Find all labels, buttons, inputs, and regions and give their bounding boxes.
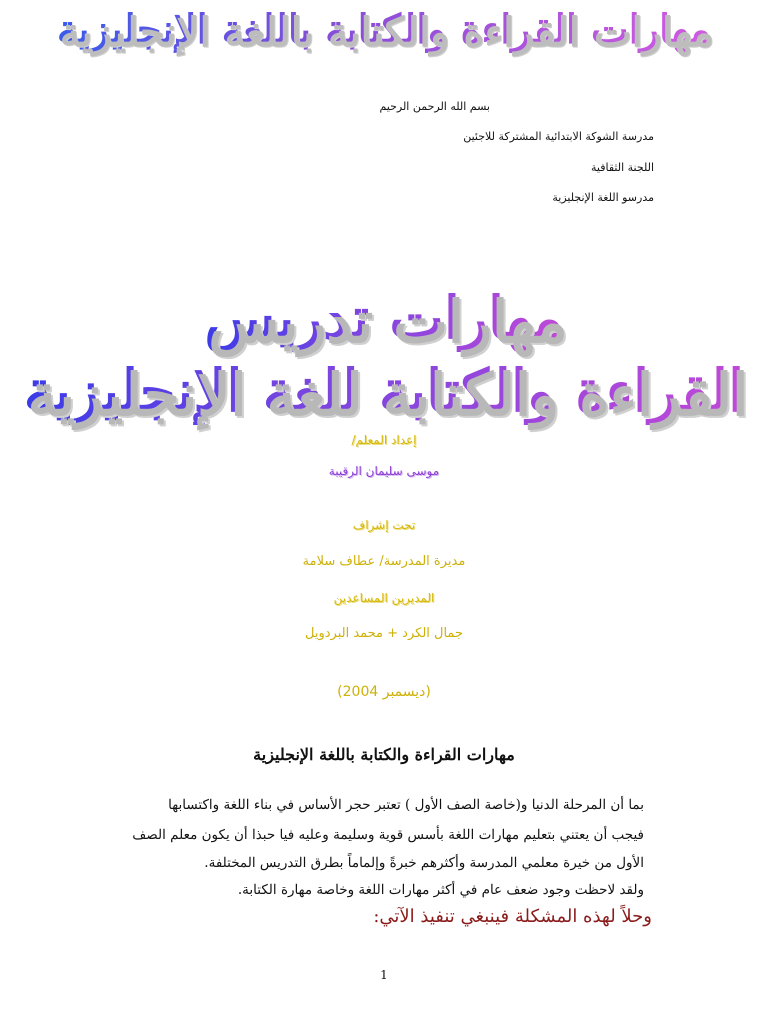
paragraph-line: ولقد لاحظت وجود ضعف عام في أكثر مهارات اللغة وخاصة مهارة الكتابة. [237, 882, 644, 898]
solution-line: وحلاً لهذه المشكلة فينبغي تنفيذ الآتي: [373, 906, 652, 927]
basmala: بسم الله الرحمن الرحيم [379, 100, 490, 113]
main-title-line1: مهارات تدريس [204, 284, 564, 352]
supervision-label: تحت إشراف [352, 518, 416, 532]
prepared-by-label: إعداد المعلم/ [351, 433, 417, 447]
committee-name: اللجنة الثقافية [591, 161, 654, 174]
assistants-names: جمال الكرد + محمد البردويل [305, 626, 463, 641]
intro-paragraph [114, 790, 644, 904]
principal-name: مديرة المدرسة/ عطاف سلامة [302, 554, 466, 569]
teachers-label: مدرسو اللغة الإنجليزية [552, 191, 654, 204]
prepared-by-name: موسى سليمان الرقيبة [328, 464, 440, 478]
section-heading: مهارات القراءة والكتابة باللغة الإنجليزية [253, 745, 515, 764]
page-number: 1 [380, 968, 388, 982]
document-date: (ديسمبر 2004) [337, 684, 431, 700]
main-title-line2: القراءة والكتابة للغة الإنجليزية [23, 357, 745, 425]
paragraph-line: فيجب أن يعتني بتعليم مهارات اللغة بأسس قوية وسليمة وعليه فيا حبذا أن يكون معلم الصف [132, 827, 644, 843]
assistants-label: المديرين المساعدين [333, 591, 435, 605]
banner-title: مهارات القراءة والكتابة باللغة الإنجليزية [56, 6, 712, 53]
school-name: مدرسة الشوكة الابتدائية المشتركة للاجئين [463, 130, 654, 143]
paragraph-line: بما أن المرحلة الدنيا و(خاصة الصف الأول ) تعتبر حجر الأساس في بناء اللغة واكتسابها [168, 797, 644, 813]
paragraph-line: الأول من خيرة معلمي المدرسة وأكثرهم خبرةً وإلماماً بطرق التدريس المختلفة. [204, 855, 644, 871]
